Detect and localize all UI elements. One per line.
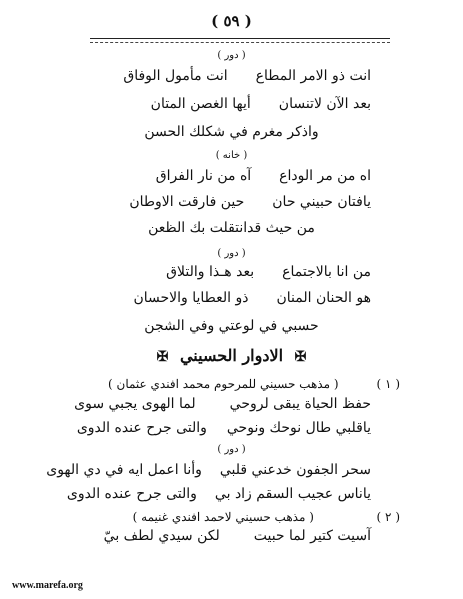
ornament-icon: ✠: [294, 349, 307, 365]
section-label: ( دور ): [217, 248, 246, 259]
footer-url: www.marefa.org: [12, 580, 83, 591]
verse-line-center: حسبي في لوعتي وفي الشجن: [144, 318, 319, 334]
piece-title: ( مذهب حسيني لاحمد افندي غنيمه ): [132, 510, 314, 524]
top-rule-dashed: [90, 42, 390, 43]
verse-hemistich: ياناس عجيب السقم زاد بي: [214, 486, 371, 502]
heading-text: الادوار الحسيني: [179, 346, 284, 365]
verse-hemistich: وأنا اعمل ايه في دي الهوى: [46, 462, 202, 478]
piece-header: [70, 377, 400, 391]
piece-number: ( ٢ ): [376, 510, 400, 524]
verse-hemistich: انت مأمول الوفاق: [123, 68, 228, 84]
ornament-icon: ✠: [156, 349, 169, 365]
verse-hemistich: آه من نار الفراق: [155, 168, 252, 184]
verse-line: [74, 396, 371, 412]
verse-line: [129, 194, 371, 210]
section-heading: [0, 346, 463, 365]
verse-hemistich: هو الحنان المنان: [276, 290, 371, 306]
verse-hemistich: حين فارقت الاوطان: [129, 194, 245, 210]
verse-line: [123, 68, 371, 84]
section-label: ( دور ): [217, 444, 246, 455]
verse-line: [46, 462, 371, 478]
verse-line: [67, 486, 371, 502]
piece-title: ( مذهب حسيني للمرحوم محمد افندي عثمان ): [108, 377, 339, 391]
verse-hemistich: حفظ الحياة يبقى لروحي: [229, 396, 371, 412]
verse-hemistich: أيها الغصن المتان: [150, 96, 251, 112]
verse-hemistich: والتى جرح عنده الدوى: [66, 486, 197, 502]
verse-hemistich: اه من مر الوداع: [279, 168, 371, 184]
piece-number: ( ١ ): [376, 377, 400, 391]
verse-hemistich: سحر الجفون خدعني قلبي: [219, 462, 371, 478]
verse-hemistich: والتى جرح عنده الدوى: [76, 420, 207, 436]
verse-hemistich: بعد هـذا والتلاق: [166, 264, 255, 280]
page-number: ( ٥٩ ): [211, 12, 252, 30]
verse-line: [151, 96, 371, 112]
verse-hemistich: من انا بالاجتماع: [282, 264, 371, 280]
section-label: ( دور ): [217, 50, 246, 61]
verse-hemistich: لكن سيدي لطف بيّ: [103, 528, 220, 544]
verse-hemistich: ذو العطايا والاحسان: [133, 290, 249, 306]
verse-line: [133, 290, 371, 306]
verse-hemistich: انت ذو الامر المطاع: [255, 68, 371, 84]
verse-line: [104, 528, 371, 544]
verse-hemistich: بعد الآن لاتنسان: [278, 96, 371, 112]
verse-line-center: من حيث قدانتقلت بك الظعن: [148, 220, 315, 236]
verse-hemistich: يافتان حبيني حان: [272, 194, 371, 210]
verse-hemistich: ياقلبي طال نوحك ونوحي: [226, 420, 371, 436]
verse-line: [166, 264, 371, 280]
top-rule: [90, 38, 390, 39]
verse-hemistich: آسيت كتير لما حبيت: [253, 528, 371, 544]
section-label: ( خانه ): [215, 150, 248, 161]
piece-header: [70, 510, 400, 524]
verse-hemistich: لما الهوى يجبي سوى: [74, 396, 196, 412]
verse-line: [77, 420, 371, 436]
verse-line: [156, 168, 371, 184]
verse-line-center: واذكر مغرم في شكلك الحسن: [144, 124, 319, 140]
